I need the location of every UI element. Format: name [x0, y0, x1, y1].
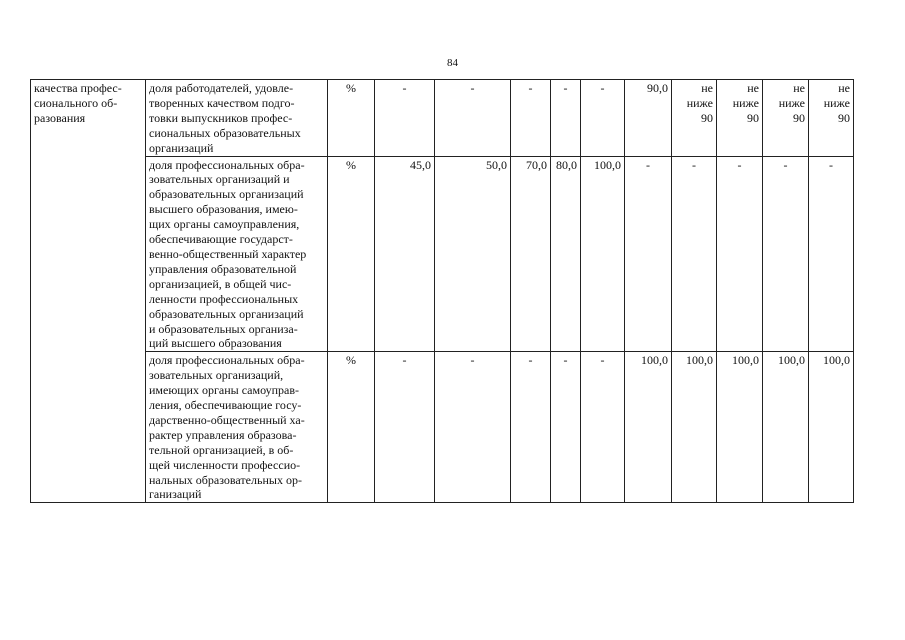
value-cell: -	[809, 156, 854, 352]
indicator-line: организацией, в общей чис-	[149, 276, 292, 291]
indicator-line: щих органы самоуправления,	[149, 217, 300, 232]
value-cell: -	[672, 156, 717, 352]
indicators-table	[30, 79, 854, 503]
indicator-line: организаций	[149, 140, 214, 155]
unit-cell: %	[328, 80, 375, 157]
page-number: 84	[447, 57, 458, 69]
indicator-line: ций высшего образования	[149, 336, 282, 351]
indicator-cell	[146, 156, 328, 352]
indicator-line: доля работодателей, удовле-	[149, 81, 294, 95]
value-word: не	[793, 81, 805, 95]
goal-line: качества профес-	[34, 81, 122, 95]
value-cell: -	[435, 80, 511, 157]
indicator-line: ления, обеспечивающие госу-	[149, 398, 302, 413]
table-row	[31, 156, 854, 352]
value-cell: -	[581, 352, 625, 503]
value-cell	[717, 80, 763, 157]
value-word: 90	[793, 110, 805, 125]
value-cell: 70,0	[511, 156, 551, 352]
value-word: не	[747, 81, 759, 95]
table-row	[31, 352, 854, 503]
value-cell: -	[375, 352, 435, 503]
indicator-line: творенных качеством подго-	[149, 95, 295, 110]
value-cell: 80,0	[551, 156, 581, 352]
unit-cell: %	[328, 352, 375, 503]
value-cell: 100,0	[717, 352, 763, 503]
table-row	[31, 80, 854, 157]
indicator-line: зовательных организаций,	[149, 368, 284, 383]
indicator-line: доля профессиональных обра-	[149, 157, 305, 172]
value-cell: 100,0	[672, 352, 717, 503]
indicator-line: высшего образования, имею-	[149, 202, 298, 217]
indicator-line: товки выпускников профес-	[149, 110, 293, 125]
indicator-line: образовательных организаций	[149, 187, 304, 202]
value-cell: -	[511, 352, 551, 503]
value-cell: 100,0	[763, 352, 809, 503]
indicator-line: дарственно-общественный ха-	[149, 412, 305, 427]
value-cell: -	[581, 80, 625, 157]
value-word: не	[701, 81, 713, 95]
indicator-line: нальных образовательных ор-	[149, 472, 302, 487]
value-cell	[672, 80, 717, 157]
value-word: не	[838, 81, 850, 95]
indicator-line: тельной организацией, в об-	[149, 442, 294, 457]
value-word: 90	[747, 110, 759, 125]
indicator-line: обеспечивающие государст-	[149, 232, 293, 247]
goal-line: сионального об-	[34, 95, 118, 110]
value-cell: -	[763, 156, 809, 352]
indicator-line: щей численности профессио-	[149, 457, 301, 472]
value-cell: 100,0	[581, 156, 625, 352]
value-cell: -	[551, 80, 581, 157]
unit-cell: %	[328, 156, 375, 352]
value-cell: -	[435, 352, 511, 503]
value-cell: 45,0	[375, 156, 435, 352]
goal-cell	[31, 80, 146, 503]
value-cell: -	[717, 156, 763, 352]
value-word: ниже	[732, 95, 759, 110]
indicator-line: ганизаций	[149, 487, 202, 502]
indicator-line: доля профессиональных обра-	[149, 353, 305, 368]
value-cell: 50,0	[435, 156, 511, 352]
indicator-cell	[146, 352, 328, 503]
value-word: 90	[838, 110, 850, 125]
value-cell	[763, 80, 809, 157]
indicator-line: сиональных образовательных	[149, 125, 301, 140]
indicator-line: и образовательных организа-	[149, 321, 298, 336]
indicator-line: имеющих органы самоуправ-	[149, 383, 300, 398]
indicator-cell	[146, 80, 328, 157]
value-cell: 90,0	[625, 80, 672, 157]
value-cell: -	[551, 352, 581, 503]
value-cell: -	[375, 80, 435, 157]
value-cell: -	[511, 80, 551, 157]
goal-line: разования	[34, 110, 86, 125]
indicator-line: венно-общественный характер	[149, 246, 307, 261]
indicator-line: рактер управления образова-	[149, 427, 297, 442]
value-word: ниже	[778, 95, 805, 110]
value-word: 90	[701, 110, 713, 125]
value-word: ниже	[686, 95, 713, 110]
indicator-line: управления образовательной	[149, 261, 297, 276]
indicator-line: образовательных организаций	[149, 306, 304, 321]
value-cell: -	[625, 156, 672, 352]
value-word: ниже	[823, 95, 850, 110]
indicator-line: ленности профессиональных	[149, 291, 299, 306]
value-cell: 100,0	[809, 352, 854, 503]
value-cell: 100,0	[625, 352, 672, 503]
indicator-line: зовательных организаций и	[149, 172, 290, 187]
value-cell	[809, 80, 854, 157]
